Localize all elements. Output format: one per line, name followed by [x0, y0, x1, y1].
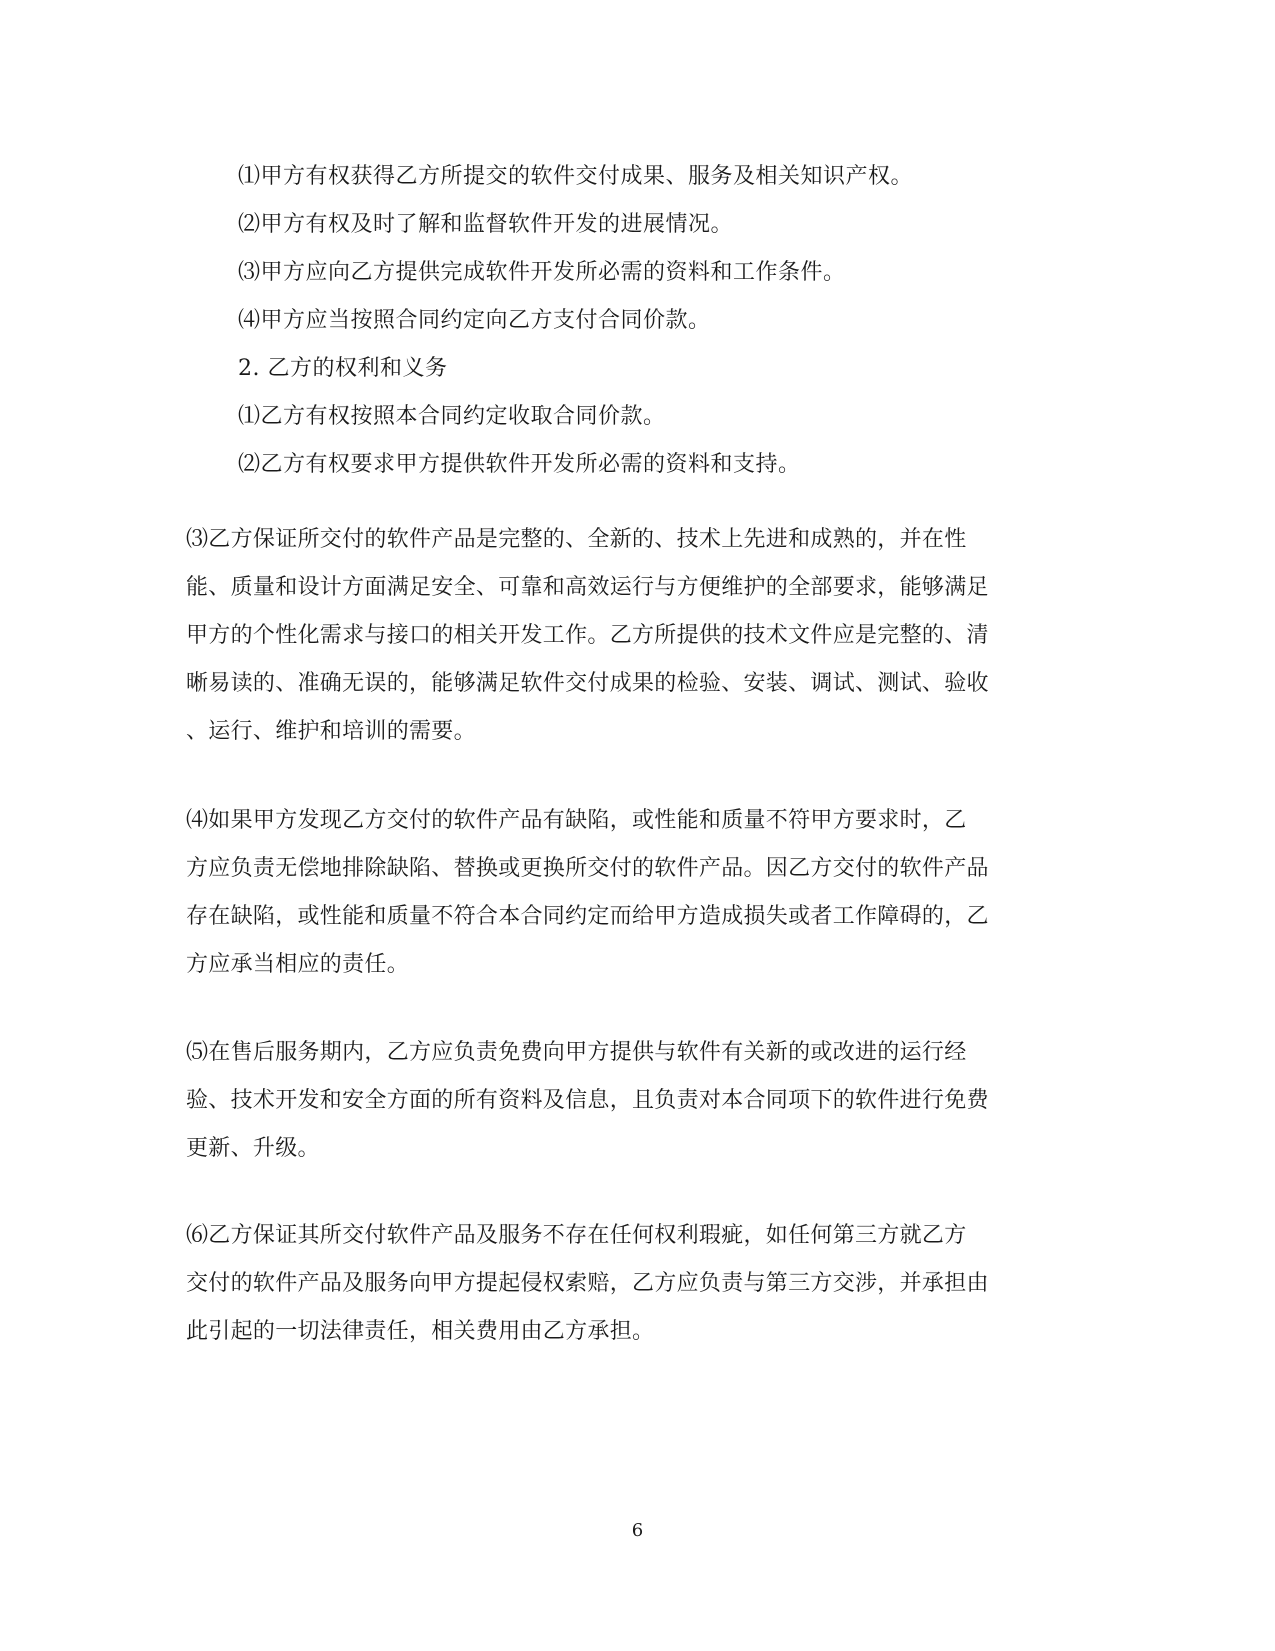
- paragraph-3: [186, 516, 1086, 756]
- paragraph-line: 存在缺陷，或性能和质量不符合本合同约定而给甲方造成损失或者工作障碍的，乙: [186, 904, 989, 929]
- list-item: ⑵乙方有权要求甲方提供软件开发所必需的资料和支持。: [238, 452, 801, 477]
- list-item: ⑴甲方有权获得乙方所提交的软件交付成果、服务及相关知识产权。: [238, 164, 914, 189]
- list-item: ⑴乙方有权按照本合同约定收取合同价款。: [238, 404, 666, 429]
- list-item: ⑵甲方有权及时了解和监督软件开发的进展情况。: [238, 212, 734, 237]
- list-item: ⑷甲方应当按照合同约定向乙方支付合同价款。: [238, 308, 711, 333]
- paragraph-line: 甲方的个性化需求与接口的相关开发工作。乙方所提供的技术文件应是完整的、清: [186, 623, 989, 648]
- paragraph-line: ⑹乙方保证其所交付软件产品及服务不存在任何权利瑕疵，如任何第三方就乙方: [186, 1223, 967, 1248]
- paragraph-line: ⑸在售后服务期内，乙方应负责免费向甲方提供与软件有关新的或改进的运行经: [186, 1040, 967, 1065]
- paragraph-line: 方应负责无偿地排除缺陷、替换或更换所交付的软件产品。因乙方交付的软件产品: [186, 856, 989, 881]
- paragraph-line: 更新、升级。: [186, 1136, 320, 1161]
- paragraph-line: 晰易读的、准确无误的，能够满足软件交付成果的检验、安装、调试、测试、验收: [186, 671, 989, 696]
- page-number: 6: [631, 1520, 644, 1541]
- section-heading: 2. 乙方的权利和义务: [238, 356, 448, 381]
- paragraph-line: 验、技术开发和安全方面的所有资料及信息，且负责对本合同项下的软件进行免费: [186, 1088, 989, 1113]
- paragraph-5: [186, 1029, 1086, 1173]
- paragraph-line: ⑷如果甲方发现乙方交付的软件产品有缺陷，或性能和质量不符甲方要求时，乙: [186, 808, 967, 833]
- paragraph-line: 能、质量和设计方面满足安全、可靠和高效运行与方便维护的全部要求，能够满足: [186, 575, 989, 600]
- list-item: ⑶甲方应向乙方提供完成软件开发所必需的资料和工作条件。: [238, 260, 846, 285]
- paragraph-line: ⑶乙方保证所交付的软件产品是完整的、全新的、技术上先进和成熟的，并在性: [186, 527, 967, 552]
- paragraph-line: 此引起的一切法律责任，相关费用由乙方承担。: [186, 1319, 655, 1344]
- paragraph-line: 方应承当相应的责任。: [186, 952, 410, 977]
- paragraph-6: [186, 1212, 1086, 1356]
- paragraph-line: 交付的软件产品及服务向甲方提起侵权索赔，乙方应负责与第三方交涉，并承担由: [186, 1271, 989, 1296]
- paragraph-line: 、运行、维护和培训的需要。: [186, 719, 476, 744]
- paragraph-4: [186, 797, 1086, 989]
- rights-obligations-list: [238, 153, 1098, 489]
